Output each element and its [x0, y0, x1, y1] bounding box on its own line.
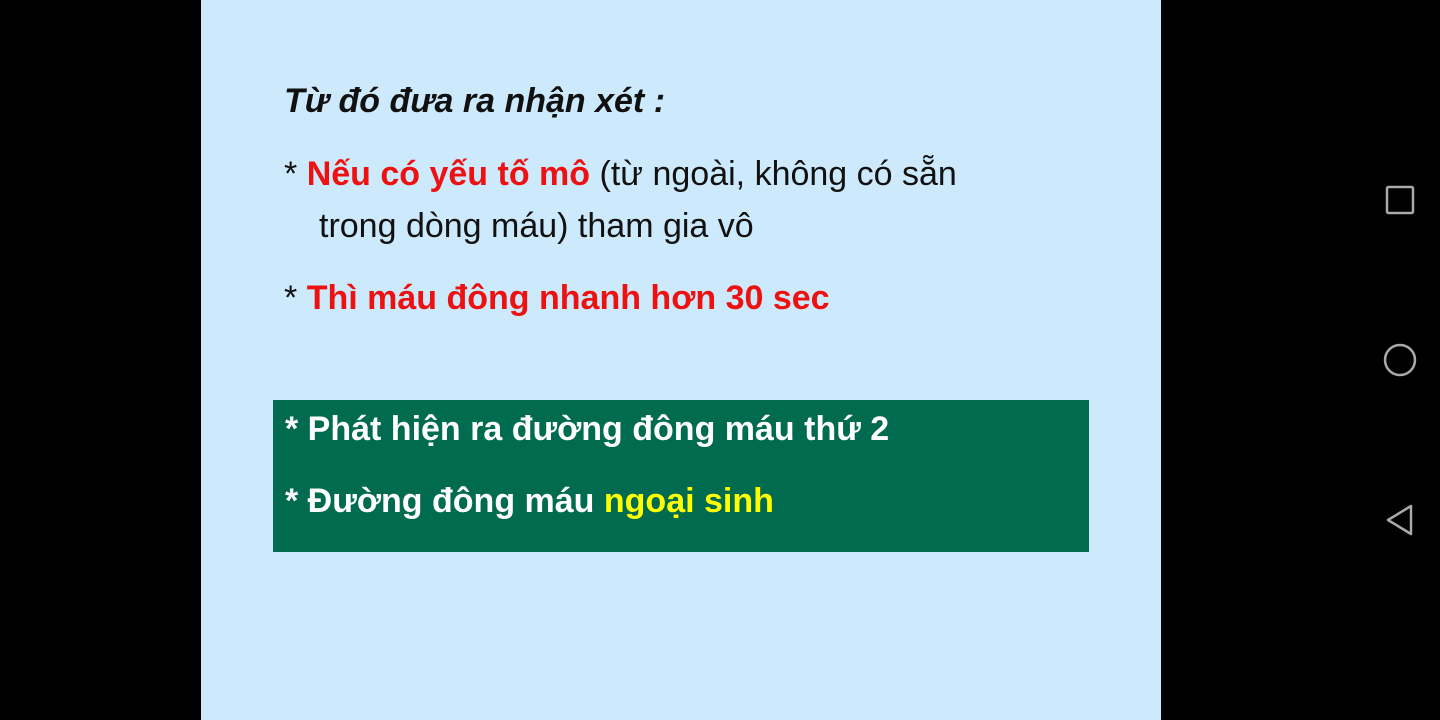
conclusion-line-1: * Phát hiện ra đường đông máu thứ 2: [285, 410, 890, 448]
bullet-1-rest: (từ ngoài, không có sẵn: [590, 155, 957, 193]
bullet-2: [284, 279, 830, 318]
conclusion-line-2: [285, 482, 774, 521]
bullet-1-marker: *: [284, 155, 307, 193]
conclusion-line-2-highlight: ngoại sinh: [603, 482, 774, 520]
recents-button[interactable]: [1383, 183, 1417, 217]
back-button[interactable]: [1383, 503, 1417, 537]
bullet-2-highlight: Thì máu đông nhanh hơn 30 sec: [306, 279, 830, 317]
slide-heading: Từ đó đưa ra nhận xét :: [284, 82, 666, 120]
conclusion-line-2-prefix: * Đường đông máu: [285, 482, 604, 520]
bullet-1-continuation: trong dòng máu) tham gia vô: [319, 207, 754, 245]
square-icon: [1385, 185, 1415, 215]
triangle-back-icon: [1384, 503, 1416, 537]
circle-icon: [1383, 343, 1417, 377]
bullet-1-highlight: Nếu có yếu tố mô: [306, 155, 591, 193]
presentation-slide: [201, 0, 1161, 720]
bullet-2-marker: *: [284, 279, 307, 317]
bullet-1: [284, 155, 957, 194]
home-button[interactable]: [1383, 343, 1417, 377]
system-nav-bar: [1161, 0, 1440, 720]
conclusion-box: [273, 400, 1089, 552]
